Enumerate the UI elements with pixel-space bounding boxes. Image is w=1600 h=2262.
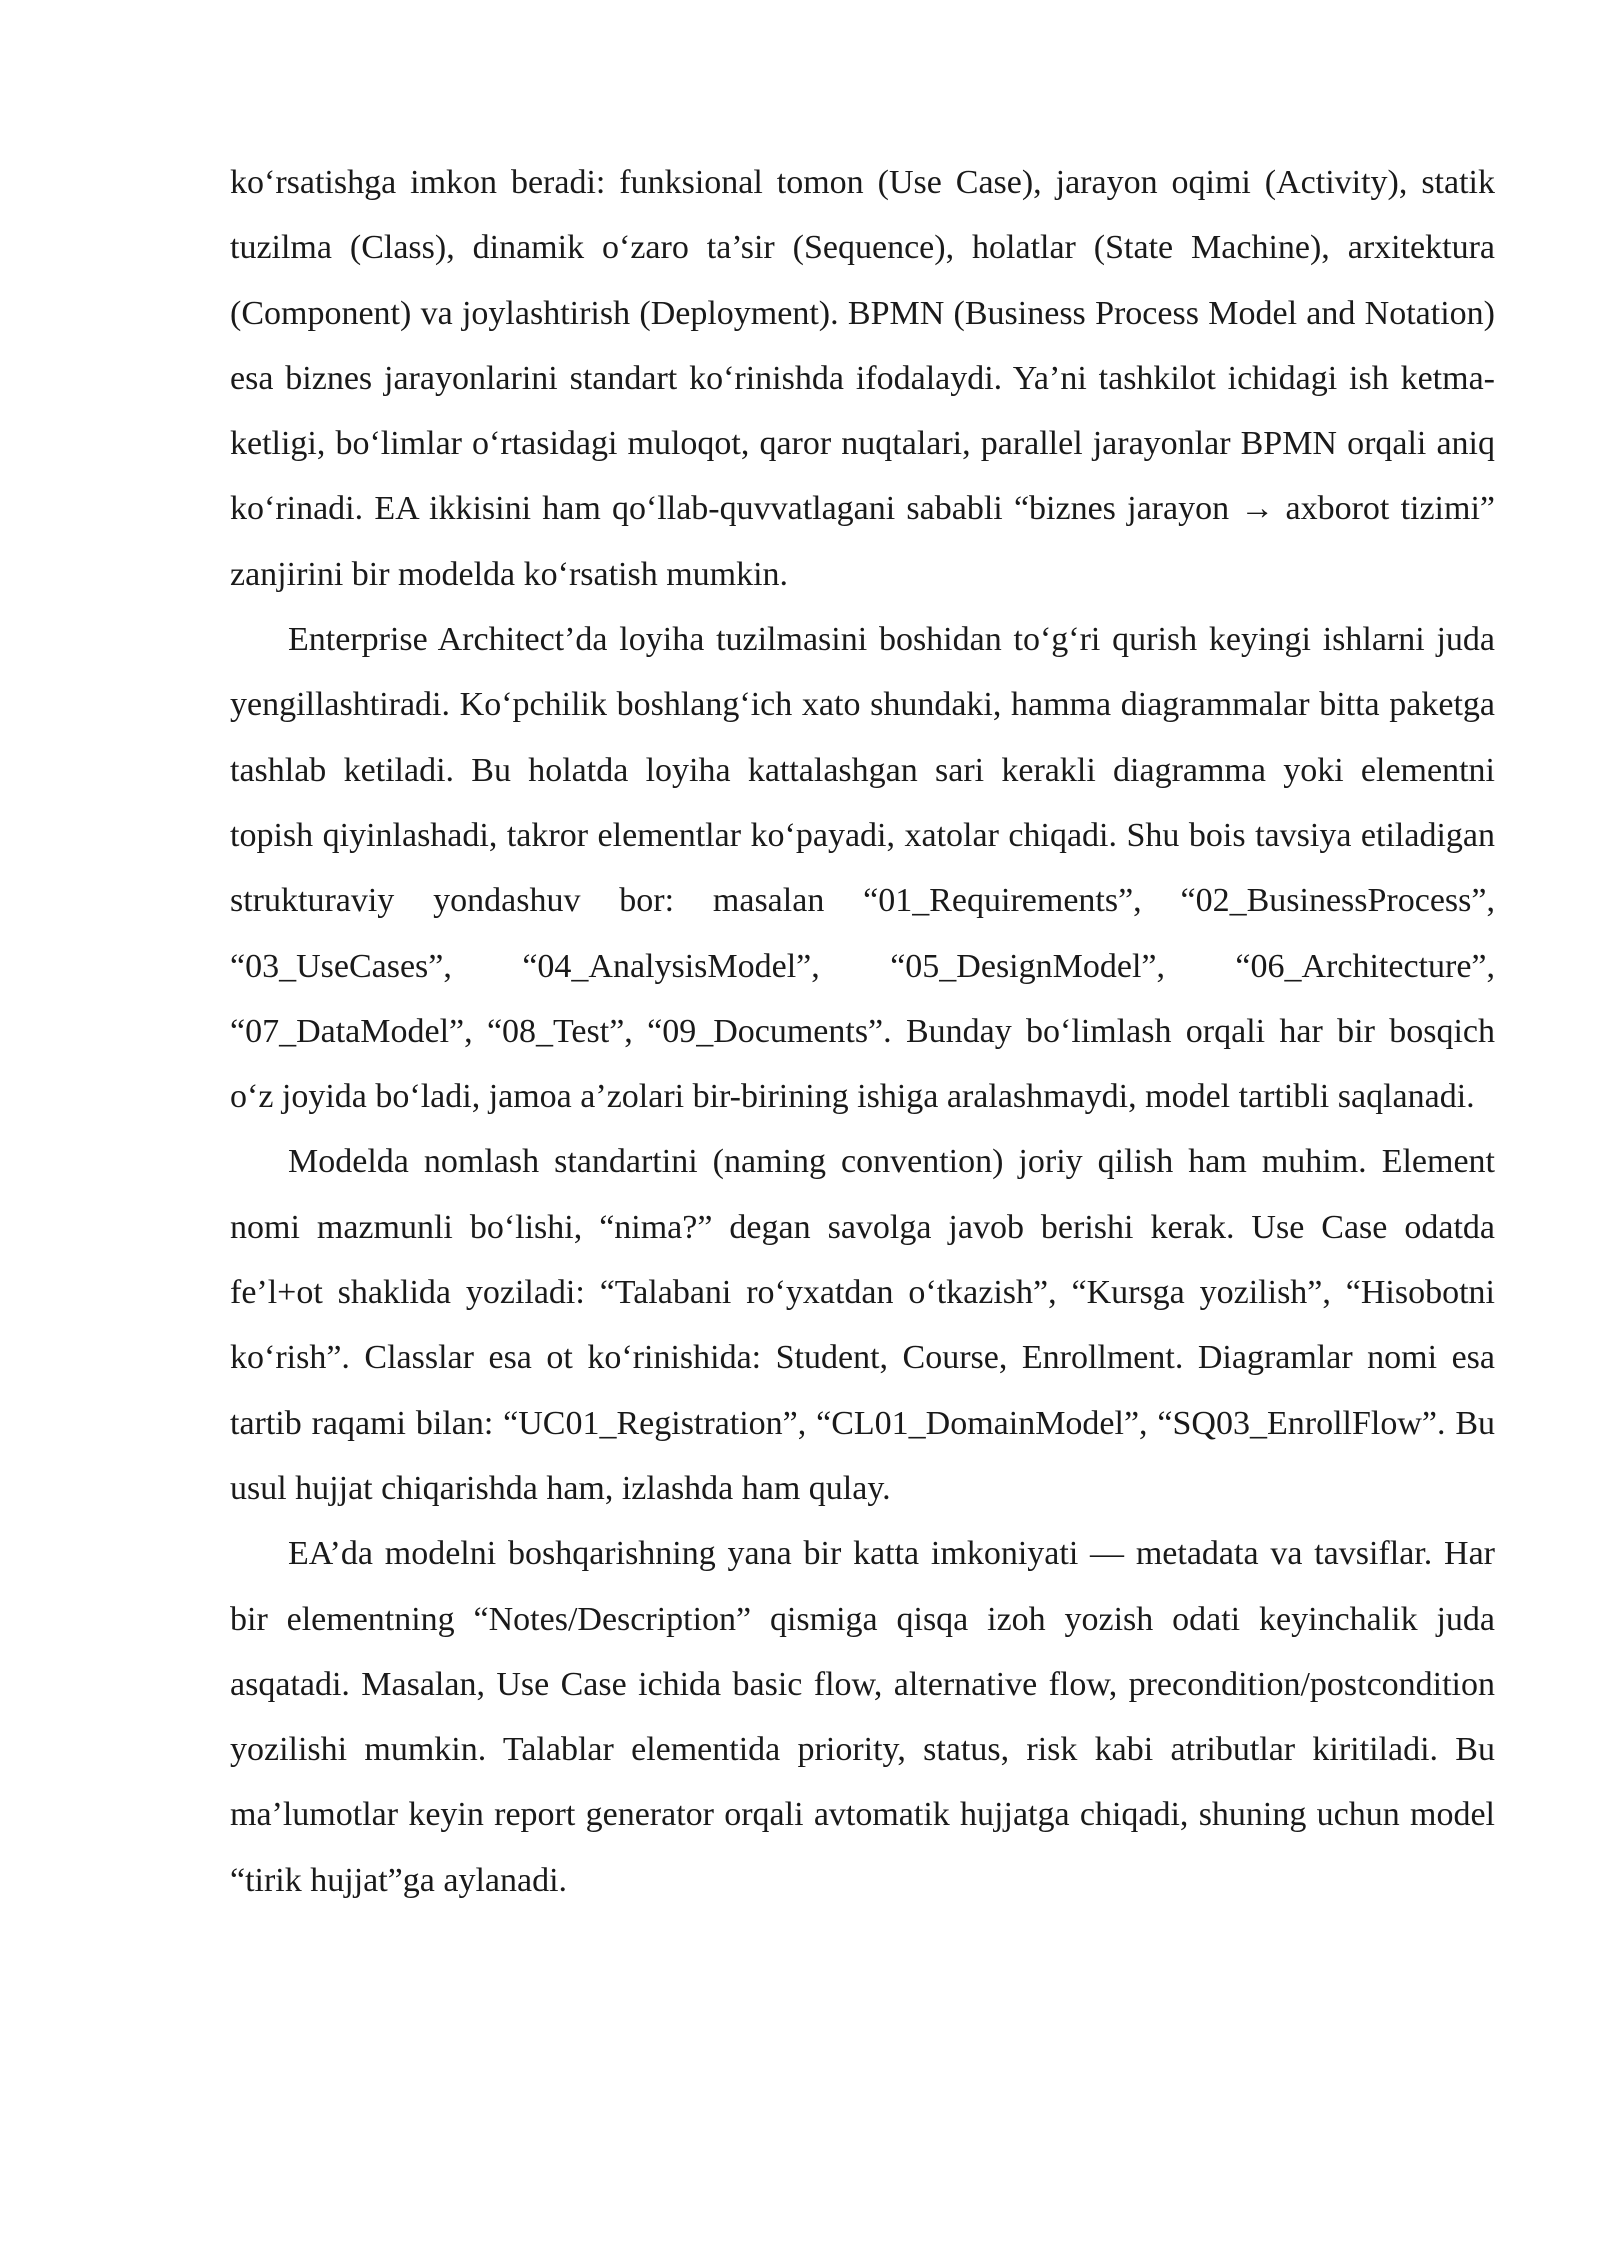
paragraph-project-structure: Enterprise Architect’da loyiha tuzilmasini boshidan to‘g‘ri qurish keyingi ishlarni juda yengillashtiradi. Ko‘pchilik boshlang‘ich xato shundaki, hamma diagrammalar bitta paketga tashlab ketiladi. Bu holatda loyiha kattalashgan sari kerakli diagramma yoki elementni topish qiyinlashadi, takror elementlar ko‘payadi, xatolar chiqadi. Shu bois tavsiya etiladigan strukturaviy yondashuv bor: masalan “01_Requirements”, “02_BusinessProcess”, “03_UseCases”, “04_AnalysisModel”, “05_DesignModel”, “06_Architecture”, “07_DataModel”, “08_Test”, “09_Documents”. Bunday bo‘limlash orqali har bir bosqich o‘z joyida bo‘ladi, jamoa a’zolari bir-birining ishiga aralashmaydi, model tartibli saqlanadi. <box>230 621 1495 1116</box>
paragraph-metadata: EA’da modelni boshqarishning yana bir katta imkoniyati — metadata va tavsiflar. Har bir elementning “Notes/Description” qismiga qisqa izoh yozish odati keyinchalik juda asqatadi. Masalan, Use Case ichida basic flow, alternative flow, precondition/postcondition yozilishi mumkin. Talablar elementida priority, status, risk kabi atributlar kiritiladi. Bu ma’lumotlar keyin report generator orqali avtomatik hujjatga chiqadi, shuning uchun model “tirik hujjat”ga aylanadi. <box>230 1535 1495 1899</box>
document-page <box>230 150 1495 1913</box>
paragraph-naming-convention: Modelda nomlash standartini (naming convention) joriy qilish ham muhim. Element nomi mazmunli bo‘lishi, “nima?” degan savolga javob berishi kerak. Use Case odatda fe’l+ot shaklida yoziladi: “Talabani ro‘yxatdan o‘tkazish”, “Kursga yozilish”, “Hisobotni ko‘rish”. Classlar esa ot ko‘rinishida: Student, Course, Enrollment. Diagramlar nomi esa tartib raqami bilan: “UC01_Registration”, “CL01_DomainModel”, “SQ03_EnrollFlow”. Bu usul hujjat chiqarishda ham, izlashda ham qulay. <box>230 1143 1495 1507</box>
paragraph-uml-diagrams: ko‘rsatishga imkon beradi: funksional tomon (Use Case), jarayon oqimi (Activity), statik tuzilma (Class), dinamik o‘zaro ta’sir (Sequence), holatlar (State Machine), arxitektura (Component) va joylashtirish (Deployment). BPMN (Business Process Model and Notation) esa biznes jarayonlarini standart ko‘rinishda ifodalaydi. Ya’ni tashkilot ichidagi ish ketma-ketligi, bo‘limlar o‘rtasidagi muloqot, qaror nuqtalari, parallel jarayonlar BPMN orqali aniq ko‘rinadi. EA ikkisini ham qo‘llab-quvvatlagani sababli “biznes jarayon → axborot tizimi” zanjirini bir modelda ko‘rsatish mumkin. <box>230 164 1495 593</box>
